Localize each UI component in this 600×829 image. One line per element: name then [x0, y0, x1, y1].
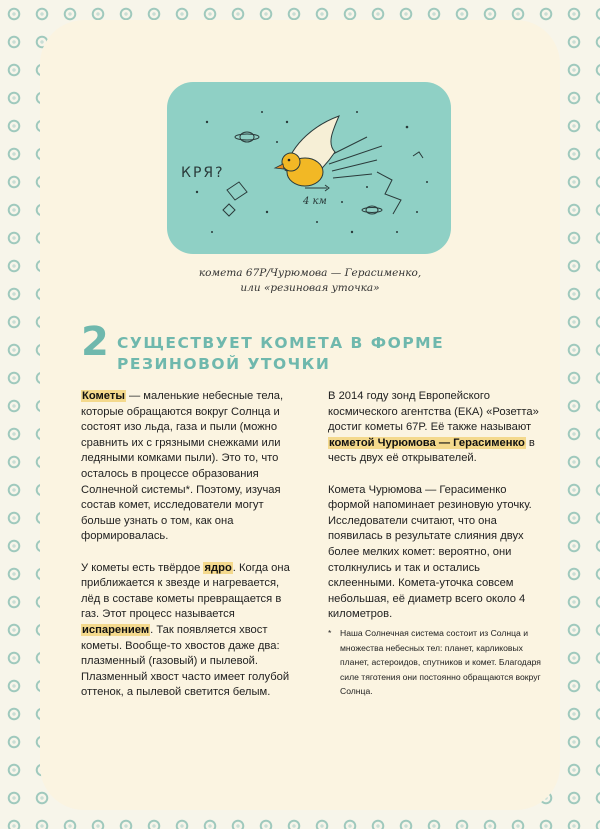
- comet-illustration: [167, 82, 451, 254]
- left-paragraph-2-text-b: . Когда она приближается к звезде и нагревается, лёд в составе кометы превращается в газ. Этот процесс называется: [81, 561, 290, 621]
- left-paragraph-1-text: — маленькие небесные тела, которые обращаются вокруг Солнца и состоят изо льда, газа и пыли (можно сравнить их с грязными снежками или ледяными комками пыли). Это то, что осталось в процессе образования Солнечной системы*. Поэтому, изучая состав комет, исследователи могут больше узнать о том, как она формировалась.: [81, 390, 284, 543]
- rubber-duck-comet-icon: [167, 82, 451, 254]
- footnote-text: Наша Солнечная система состоит из Солнца и множества небесных тел: планет, карликовых планет, астероидов, спутников и комет. Благодаря силе тяготения они постоянно обращаются вокруг Солнца.: [340, 628, 541, 696]
- term-comets: Кометы: [82, 390, 125, 402]
- kria-label: КРЯ?: [181, 165, 225, 181]
- right-paragraph-1-text-b: в честь двух её открывателей.: [328, 436, 535, 465]
- right-paragraph-1-text-a: В 2014 году зонд Европейского космического агентства (ЕКА) «Розетта» достиг кометы 67P. Её также называют: [328, 390, 539, 434]
- term-sublimation: испарением: [82, 623, 150, 636]
- left-column: [81, 389, 299, 716]
- right-paragraph-2: Комета Чурюмова — Герасименко формой напоминает резиновую уточку. Исследователи считают, что она появилась в результате слияния двух более мелких комет: вероятно, они столкнулись и так и остались склеенными. Комета-уточка совсем небольшая, её диаметр всего около 4 километров.: [328, 483, 532, 621]
- left-paragraph-2-text-c: . Так появляется хвост кометы. Вообще-то хвостов даже два: плазменный (газовый) и пылевой. Плазменный хвост часто имеет голубой оттенок, а пылевой светится белым.: [81, 623, 290, 699]
- caption-line-2: или «резиновая уточка»: [240, 282, 380, 294]
- scale-label: 4 км: [303, 196, 327, 207]
- right-column: [328, 389, 546, 639]
- left-paragraph-2-text-a: У кометы есть твёрдое: [81, 561, 204, 574]
- footnote-mark: *: [328, 628, 332, 638]
- section-number: 2: [81, 319, 109, 365]
- term-comet-name: кометой Чурюмова — Герасименко: [329, 436, 525, 449]
- caption-line-1: комета 67P/Чурюмова — Герасименко,: [198, 267, 422, 279]
- left-paragraph-1: [81, 389, 299, 545]
- footnote: [328, 626, 548, 699]
- term-nucleus: ядро: [204, 561, 232, 574]
- right-paragraph-1: [328, 389, 546, 467]
- section-title: СУЩЕСТВУЕТ КОМЕТА В ФОРМЕ РЕЗИНОВОЙ УТОЧКИ: [117, 334, 445, 373]
- left-paragraph-2: [81, 561, 299, 701]
- illustration-caption: [150, 266, 470, 296]
